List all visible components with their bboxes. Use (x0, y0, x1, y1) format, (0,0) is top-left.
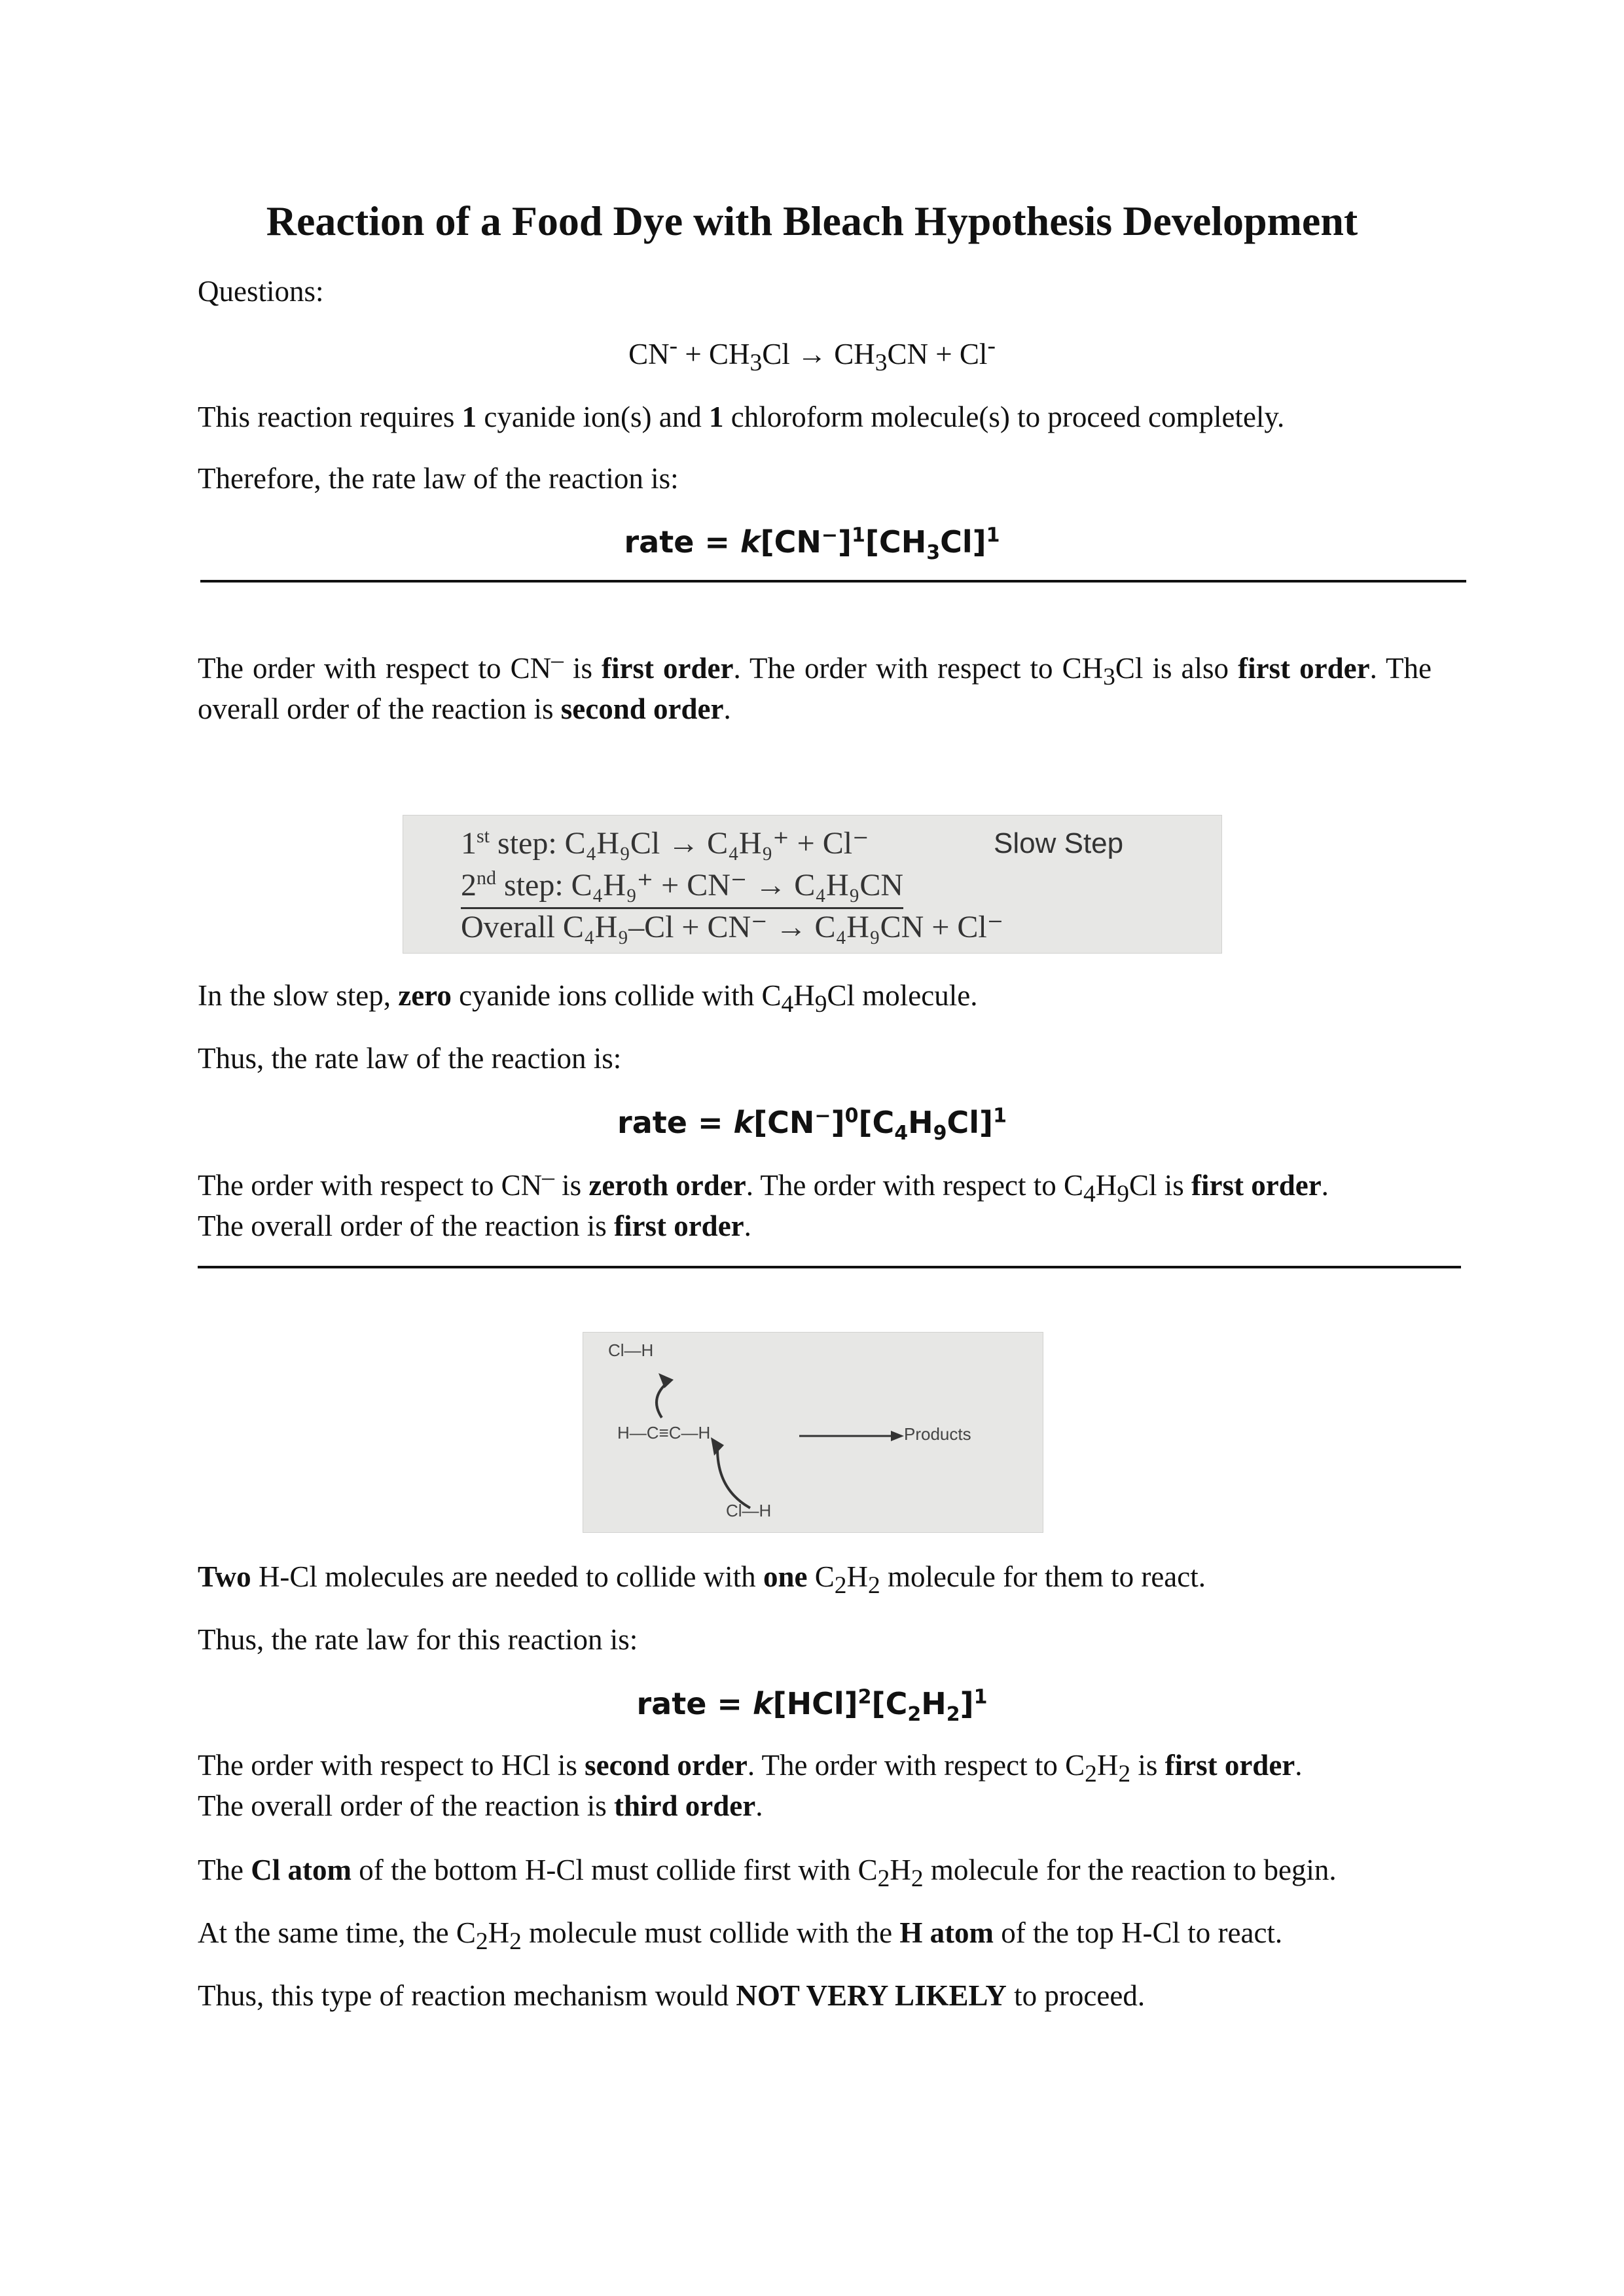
page-title: Reaction of a Food Dye with Bleach Hypothesis Development (266, 198, 1358, 244)
bottom-hcl-label: Cl—H (726, 1501, 772, 1520)
top-hcl-label: Cl—H (608, 1340, 654, 1360)
divider-2 (198, 1266, 1461, 1268)
reaction2-order-line1: The order with respect to CN– is zeroth order. The order with respect to $C_4H_9Cl$ is first order. (198, 1164, 1329, 1208)
reaction3-sentence: Two H-Cl molecules are needed to collide with one $C_2H_2$ molecule for them to react. (198, 1560, 1206, 1599)
reaction1-equation: $CN^- + CH_3Cl \to CH_3CN + Cl^-$ (628, 332, 996, 376)
step2-line: 2nd step: C₄H₉⁺ + CN⁻ → C₄H₉CN (461, 864, 903, 909)
reaction1-rate-law: rate = $k[CN^-]^1[CH_3Cl]^1$ (624, 524, 1000, 565)
reaction2-thus: Thus, the rate law of the reaction is: (198, 1042, 622, 1075)
final-sentence: Thus, this type of reaction mechanism would NOT VERY LIKELY to proceed. (198, 1979, 1146, 2012)
step1-line: 1st step: C₄H₉Cl → C₄H₉⁺ + Cl⁻ (461, 825, 869, 861)
questions-label: Questions: (198, 275, 324, 308)
slow-step-label: Slow Step (994, 827, 1124, 859)
reaction3-thus: Thus, the rate law for this reaction is: (198, 1623, 638, 1656)
slow-step-sentence: In the slow step, zero cyanide ions collide with $C_4H_9Cl$ molecule. (198, 979, 978, 1018)
divider-1 (200, 580, 1466, 583)
h-atom-sentence: At the same time, the $C_2H_2$ molecule must collide with the H atom of the top H-Cl to react. (198, 1916, 1283, 1955)
reaction3-order-line2: The overall order of the reaction is third order. (198, 1789, 763, 1822)
overall-line: Overall C₄H₉–Cl + CN⁻ → C₄H₉CN + Cl⁻ (461, 910, 1004, 944)
reaction2-rate-law: rate = $k[CN^-]^0[C_4H_9Cl]^1$ (617, 1104, 1007, 1145)
cl-atom-sentence: The Cl atom of the bottom H-Cl must collide first with $C_2H_2$ molecule for the reaction to begin. (198, 1854, 1337, 1892)
hcl-alkyne-diagram (583, 1332, 1043, 1533)
diagram-arrows (583, 1333, 1043, 1532)
mechanism-steps-image (403, 815, 1222, 954)
alkyne-label: H—C≡C—H (617, 1423, 711, 1443)
reaction1-therefore: Therefore, the rate law of the reaction is: (198, 462, 679, 495)
reaction3-rate-law: rate = $k[HCl]^2[C_2H_2]^1$ (636, 1685, 988, 1727)
reaction1-order-text: The order with respect to CN– is first order. The order with respect to $CH_3Cl$ is also first order. The overall order of the reaction is second order. (198, 647, 1432, 725)
arrow-icon: → (797, 338, 827, 370)
reaction2-order-line2: The overall order of the reaction is first order. (198, 1210, 751, 1242)
reaction3-order-line1: The order with respect to HCl is second order. The order with respect to $C_2H_2$ is first order. (198, 1749, 1303, 1787)
products-label: Products (904, 1424, 971, 1444)
reaction1-sentence: This reaction requires 1 cyanide ion(s) and 1 chloroform molecule(s) to proceed completely. (198, 401, 1285, 433)
